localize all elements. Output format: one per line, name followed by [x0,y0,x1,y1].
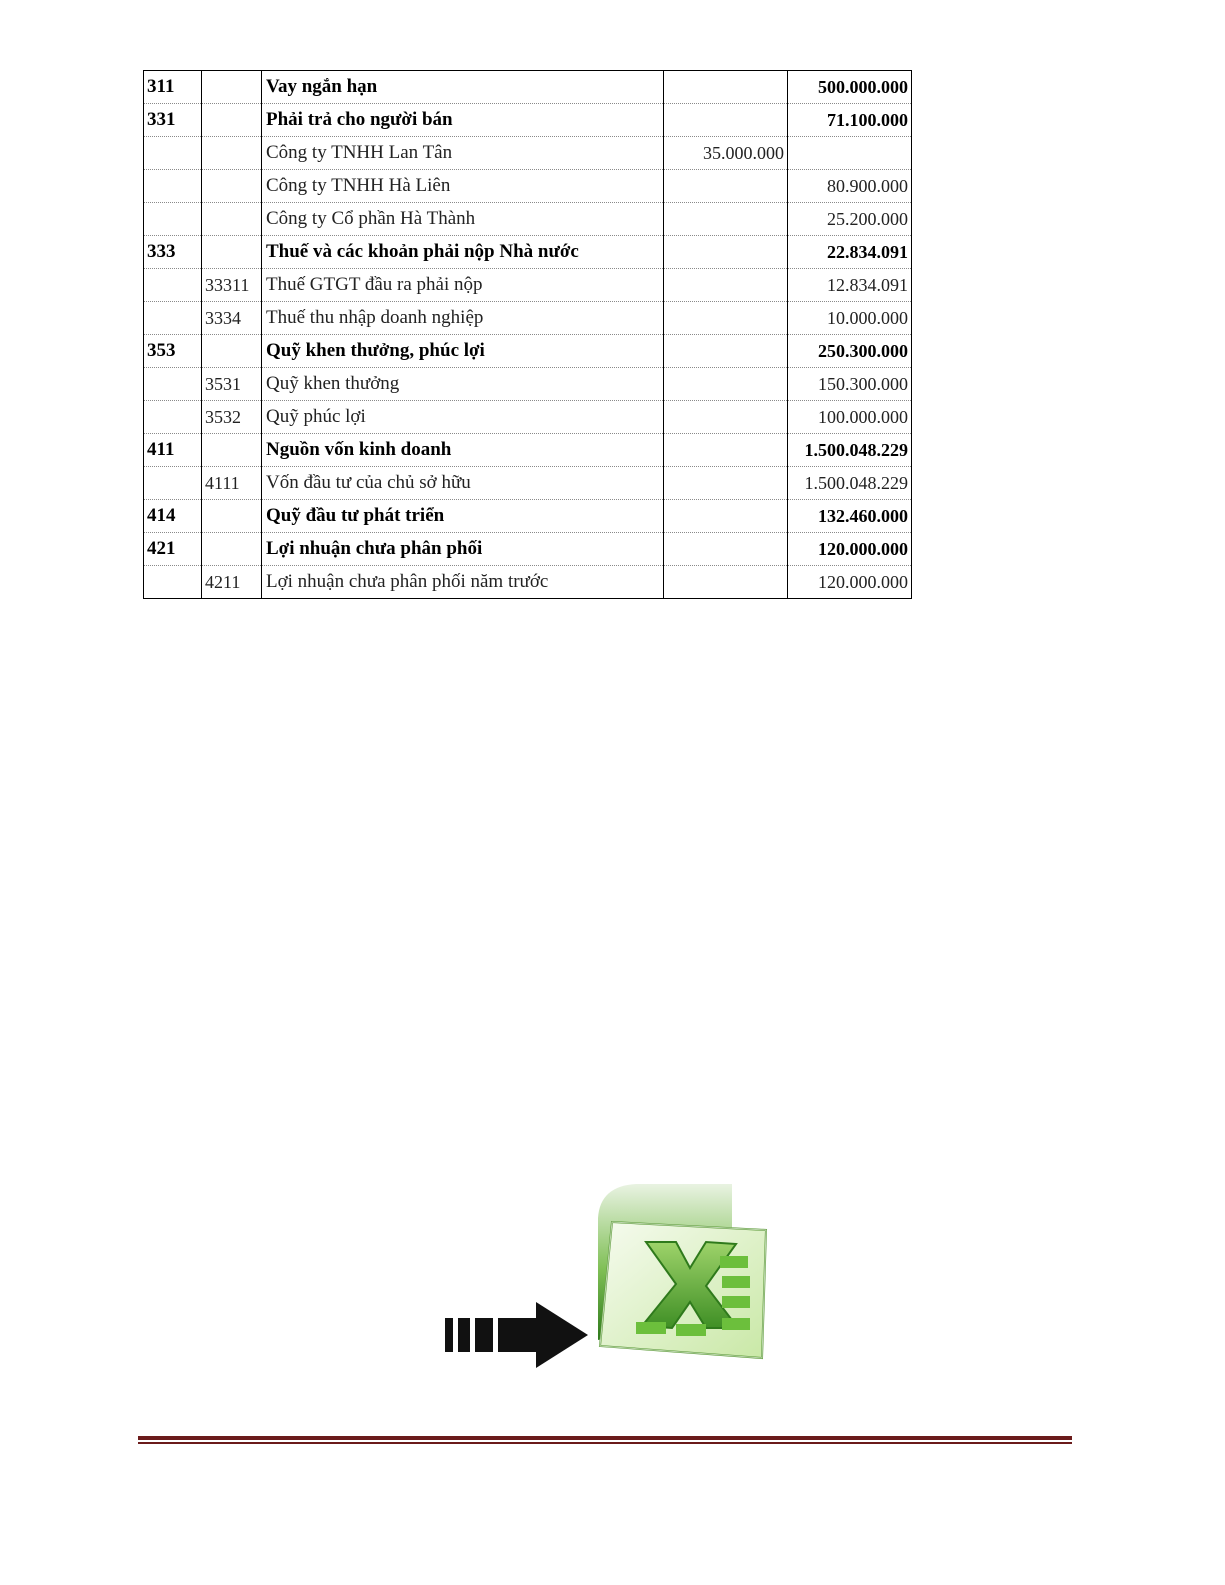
credit-amount-cell [788,137,912,170]
credit-amount-cell: 1.500.048.229 [788,467,912,500]
account-name-cell: Quỹ phúc lợi [262,401,664,434]
excel-export-graphic [440,1178,770,1378]
subaccount-code-cell [202,137,262,170]
debit-amount-cell [664,236,788,269]
account-code-cell: 411 [144,434,202,467]
credit-amount-cell: 25.200.000 [788,203,912,236]
table-row [144,434,912,467]
table-row [144,170,912,203]
footer-rule [138,1436,1072,1445]
debit-amount-cell [664,401,788,434]
debit-amount-cell [664,71,788,104]
account-code-cell: 333 [144,236,202,269]
account-code-cell [144,137,202,170]
account-name-cell: Phải trả cho người bán [262,104,664,137]
debit-amount-cell [664,104,788,137]
credit-amount-cell: 150.300.000 [788,368,912,401]
subaccount-code-cell [202,500,262,533]
credit-amount-cell: 80.900.000 [788,170,912,203]
debit-amount-cell [664,368,788,401]
table-row [144,566,912,599]
account-name-cell: Công ty Cổ phần Hà Thành [262,203,664,236]
account-name-cell: Công ty TNHH Lan Tân [262,137,664,170]
subaccount-code-cell: 4111 [202,467,262,500]
table-row [144,104,912,137]
subaccount-code-cell: 3532 [202,401,262,434]
subaccount-code-cell [202,236,262,269]
table-row [144,500,912,533]
account-name-cell: Thuế thu nhập doanh nghiệp [262,302,664,335]
debit-amount-cell [664,335,788,368]
account-code-cell: 414 [144,500,202,533]
subaccount-code-cell: 3334 [202,302,262,335]
table-row [144,137,912,170]
subaccount-code-cell [202,203,262,236]
credit-amount-cell: 250.300.000 [788,335,912,368]
credit-amount-cell: 500.000.000 [788,71,912,104]
credit-amount-cell: 10.000.000 [788,302,912,335]
account-code-cell [144,170,202,203]
account-name-cell: Vay ngắn hạn [262,71,664,104]
arrow-right-icon [445,1302,588,1368]
credit-amount-cell: 100.000.000 [788,401,912,434]
account-code-cell [144,401,202,434]
credit-amount-cell: 22.834.091 [788,236,912,269]
account-code-cell [144,467,202,500]
account-code-cell [144,566,202,599]
table-row [144,467,912,500]
account-name-cell: Quỹ khen thưởng, phúc lợi [262,335,664,368]
subaccount-code-cell [202,104,262,137]
table-row [144,71,912,104]
debit-amount-cell [664,170,788,203]
credit-amount-cell: 132.460.000 [788,500,912,533]
table-row [144,302,912,335]
subaccount-code-cell [202,533,262,566]
account-name-cell: Lợi nhuận chưa phân phối [262,533,664,566]
debit-amount-cell [664,434,788,467]
table-row [144,533,912,566]
table-row [144,401,912,434]
account-code-cell: 331 [144,104,202,137]
account-name-cell: Nguồn vốn kinh doanh [262,434,664,467]
account-ledger-table [143,70,912,599]
subaccount-code-cell: 33311 [202,269,262,302]
account-name-cell: Công ty TNHH Hà Liên [262,170,664,203]
subaccount-code-cell: 3531 [202,368,262,401]
debit-amount-cell [664,269,788,302]
debit-amount-cell [664,302,788,335]
debit-amount-cell [664,500,788,533]
account-name-cell: Quỹ đầu tư phát triển [262,500,664,533]
subaccount-code-cell [202,71,262,104]
debit-amount-cell: 35.000.000 [664,137,788,170]
table-row [144,269,912,302]
account-name-cell: Thuế GTGT đầu ra phải nộp [262,269,664,302]
account-code-cell [144,203,202,236]
credit-amount-cell: 120.000.000 [788,566,912,599]
debit-amount-cell [664,203,788,236]
table-row [144,236,912,269]
subaccount-code-cell: 4211 [202,566,262,599]
ledger-body [144,71,912,599]
table-row [144,203,912,236]
credit-amount-cell: 1.500.048.229 [788,434,912,467]
account-name-cell: Thuế và các khoản phải nộp Nhà nước [262,236,664,269]
table-row [144,335,912,368]
subaccount-code-cell [202,170,262,203]
account-code-cell: 311 [144,71,202,104]
account-name-cell: Lợi nhuận chưa phân phối năm trước [262,566,664,599]
table-row [144,368,912,401]
credit-amount-cell: 71.100.000 [788,104,912,137]
subaccount-code-cell [202,434,262,467]
account-name-cell: Vốn đầu tư của chủ sở hữu [262,467,664,500]
subaccount-code-cell [202,335,262,368]
account-code-cell [144,269,202,302]
account-code-cell: 353 [144,335,202,368]
excel-export-svg [440,1178,770,1378]
account-code-cell: 421 [144,533,202,566]
account-code-cell [144,302,202,335]
debit-amount-cell [664,566,788,599]
excel-logo-icon [598,1184,766,1358]
account-code-cell [144,368,202,401]
credit-amount-cell: 12.834.091 [788,269,912,302]
debit-amount-cell [664,533,788,566]
credit-amount-cell: 120.000.000 [788,533,912,566]
account-name-cell: Quỹ khen thưởng [262,368,664,401]
debit-amount-cell [664,467,788,500]
